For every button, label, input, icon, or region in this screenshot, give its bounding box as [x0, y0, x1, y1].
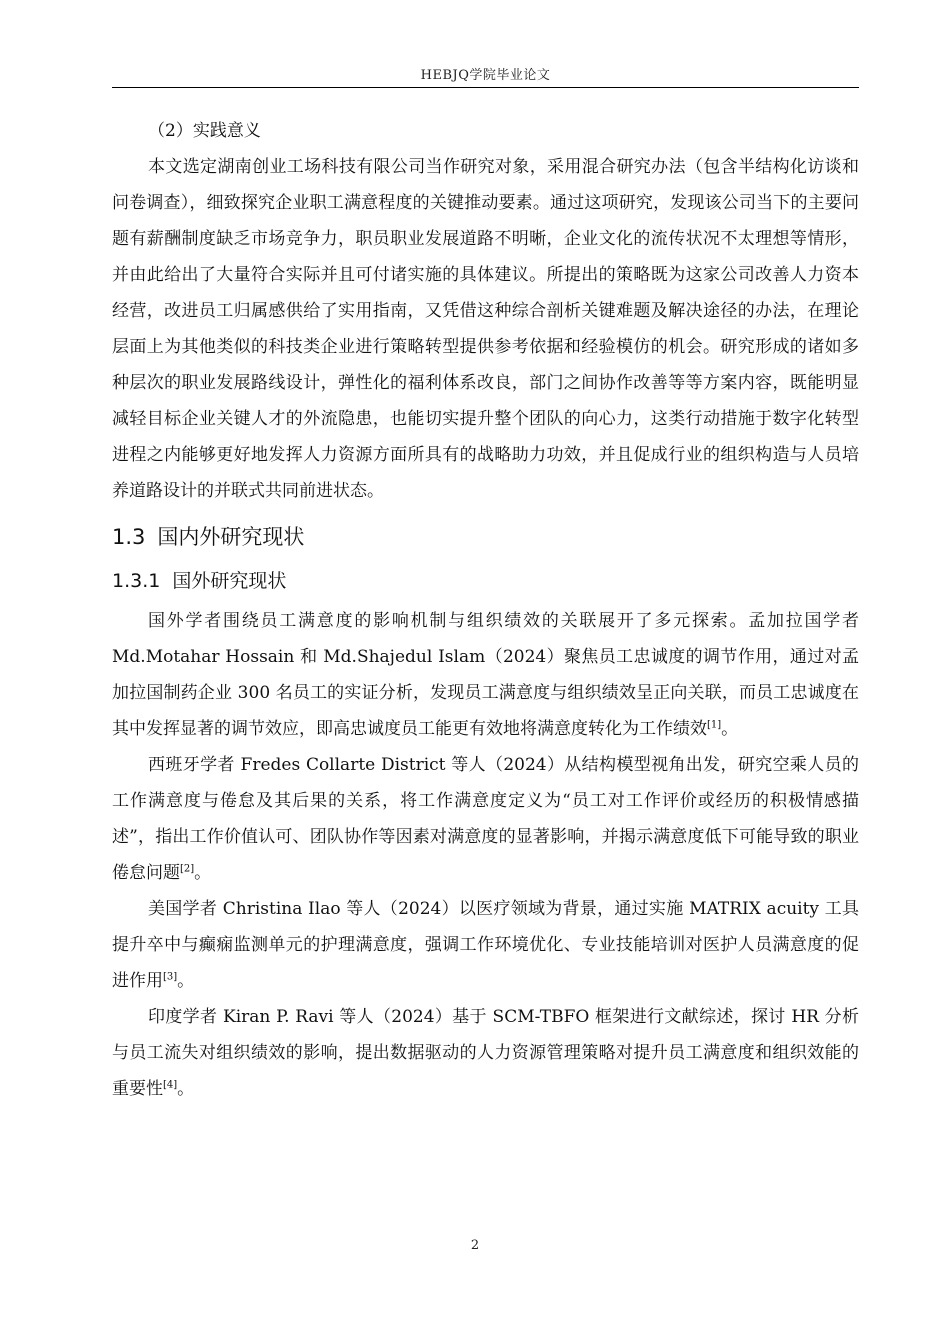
paragraph-foreign-study-4 [112, 999, 859, 1107]
section-heading-1-3 [112, 515, 859, 559]
paragraph-text: 国外学者围绕员工满意度的影响机制与组织绩效的关联展开了多元探索。孟加拉国学者 Md.Motahar Hossain 和 Md.Shajedul Islam（2024）聚焦员工忠诚度的调节作用，通过对孟加拉国制药企业 300 名员工的实证分析，发现员工满意度与组织绩效呈正向关联，而员工忠诚度在其中发挥显著的调节效应，即高忠诚度员工能更有效地将满意度转化为工作绩效 [112, 611, 859, 739]
paragraph-text: 美国学者 Christina Ilao 等人（2024）以医疗领域为背景，通过实施 MATRIX acuity 工具提升卒中与癫痫监测单元的护理满意度，强调工作环境优化、专业技能培训对医护人员满意度的促进作用 [112, 899, 859, 991]
subsection-title: 国外研究现状 [172, 570, 287, 592]
paragraph-end: 。 [177, 971, 195, 991]
paragraph-foreign-study-1 [112, 603, 859, 747]
header-rule [112, 87, 859, 88]
subsection-heading-1-3-1 [112, 561, 859, 601]
paragraph-foreign-study-2 [112, 747, 859, 891]
body-text [112, 113, 859, 1107]
citation-ref[interactable]: [2] [180, 863, 195, 875]
page-number: 2 [470, 1238, 480, 1253]
practice-significance-paragraph: 本文选定湖南创业工场科技有限公司当作研究对象，采用混合研究办法（包含半结构化访谈和问卷调查），细致探究企业职工满意程度的关键推动要素。通过这项研究，发现该公司当下的主要问题有薪酬制度缺乏市场竞争力，职员职业发展道路不明晰，企业文化的流传状况不太理想等情形，并由此给出了大量符合实际并且可付诸实施的具体建议。所提出的策略既为这家公司改善人力资本经营，改进员工归属感供给了实用指南，又凭借这种综合剖析关键难题及解决途径的办法，在理论层面上为其他类似的科技类企业进行策略转型提供参考依据和经验模仿的机会。研究形成的诸如多种层次的职业发展路线设计，弹性化的福利体系改良，部门之间协作改善等等方案内容，既能明显减轻目标企业关键人才的外流隐患，也能切实提升整个团队的向心力，这类行动措施于数字化转型进程之内能够更好地发挥人力资源方面所具有的战略助力功效，并且促成行业的组织构造与人员培养道路设计的并联式共同前进状态。 [112, 157, 859, 501]
section-title: 国内外研究现状 [157, 525, 305, 549]
citation-ref[interactable]: [3] [163, 971, 178, 983]
paragraph-text: 印度学者 Kiran P. Ravi 等人（2024）基于 SCM-TBFO 框架进行文献综述，探讨 HR 分析与员工流失对组织绩效的影响，提出数据驱动的人力资源管理策略对提升员工满意度和组织效能的重要性 [112, 1007, 859, 1099]
section-number: 1.3 [112, 525, 146, 549]
paragraph-end: 。 [194, 863, 212, 883]
paragraph-foreign-study-3 [112, 891, 859, 999]
running-header: HEBJQ学院毕业论文 [420, 68, 551, 83]
paragraph-text: 西班牙学者 Fredes Collarte District 等人（2024）从结构模型视角出发，研究空乘人员的工作满意度与倦怠及其后果的关系，将工作满意度定义为“员工对工作评价或经历的积极情感描述”，指出工作价值认可、团队协作等因素对满意度的显著影响，并揭示满意度低下可能导致的职业倦怠问题 [112, 755, 859, 883]
subsection-number: 1.3.1 [112, 570, 161, 592]
paragraph-end: 。 [177, 1079, 195, 1099]
citation-ref[interactable]: [1] [707, 719, 722, 731]
paragraph-end: 。 [721, 719, 739, 739]
citation-ref[interactable]: [4] [163, 1079, 178, 1091]
practice-significance-subhead: （2）实践意义 [148, 121, 261, 141]
